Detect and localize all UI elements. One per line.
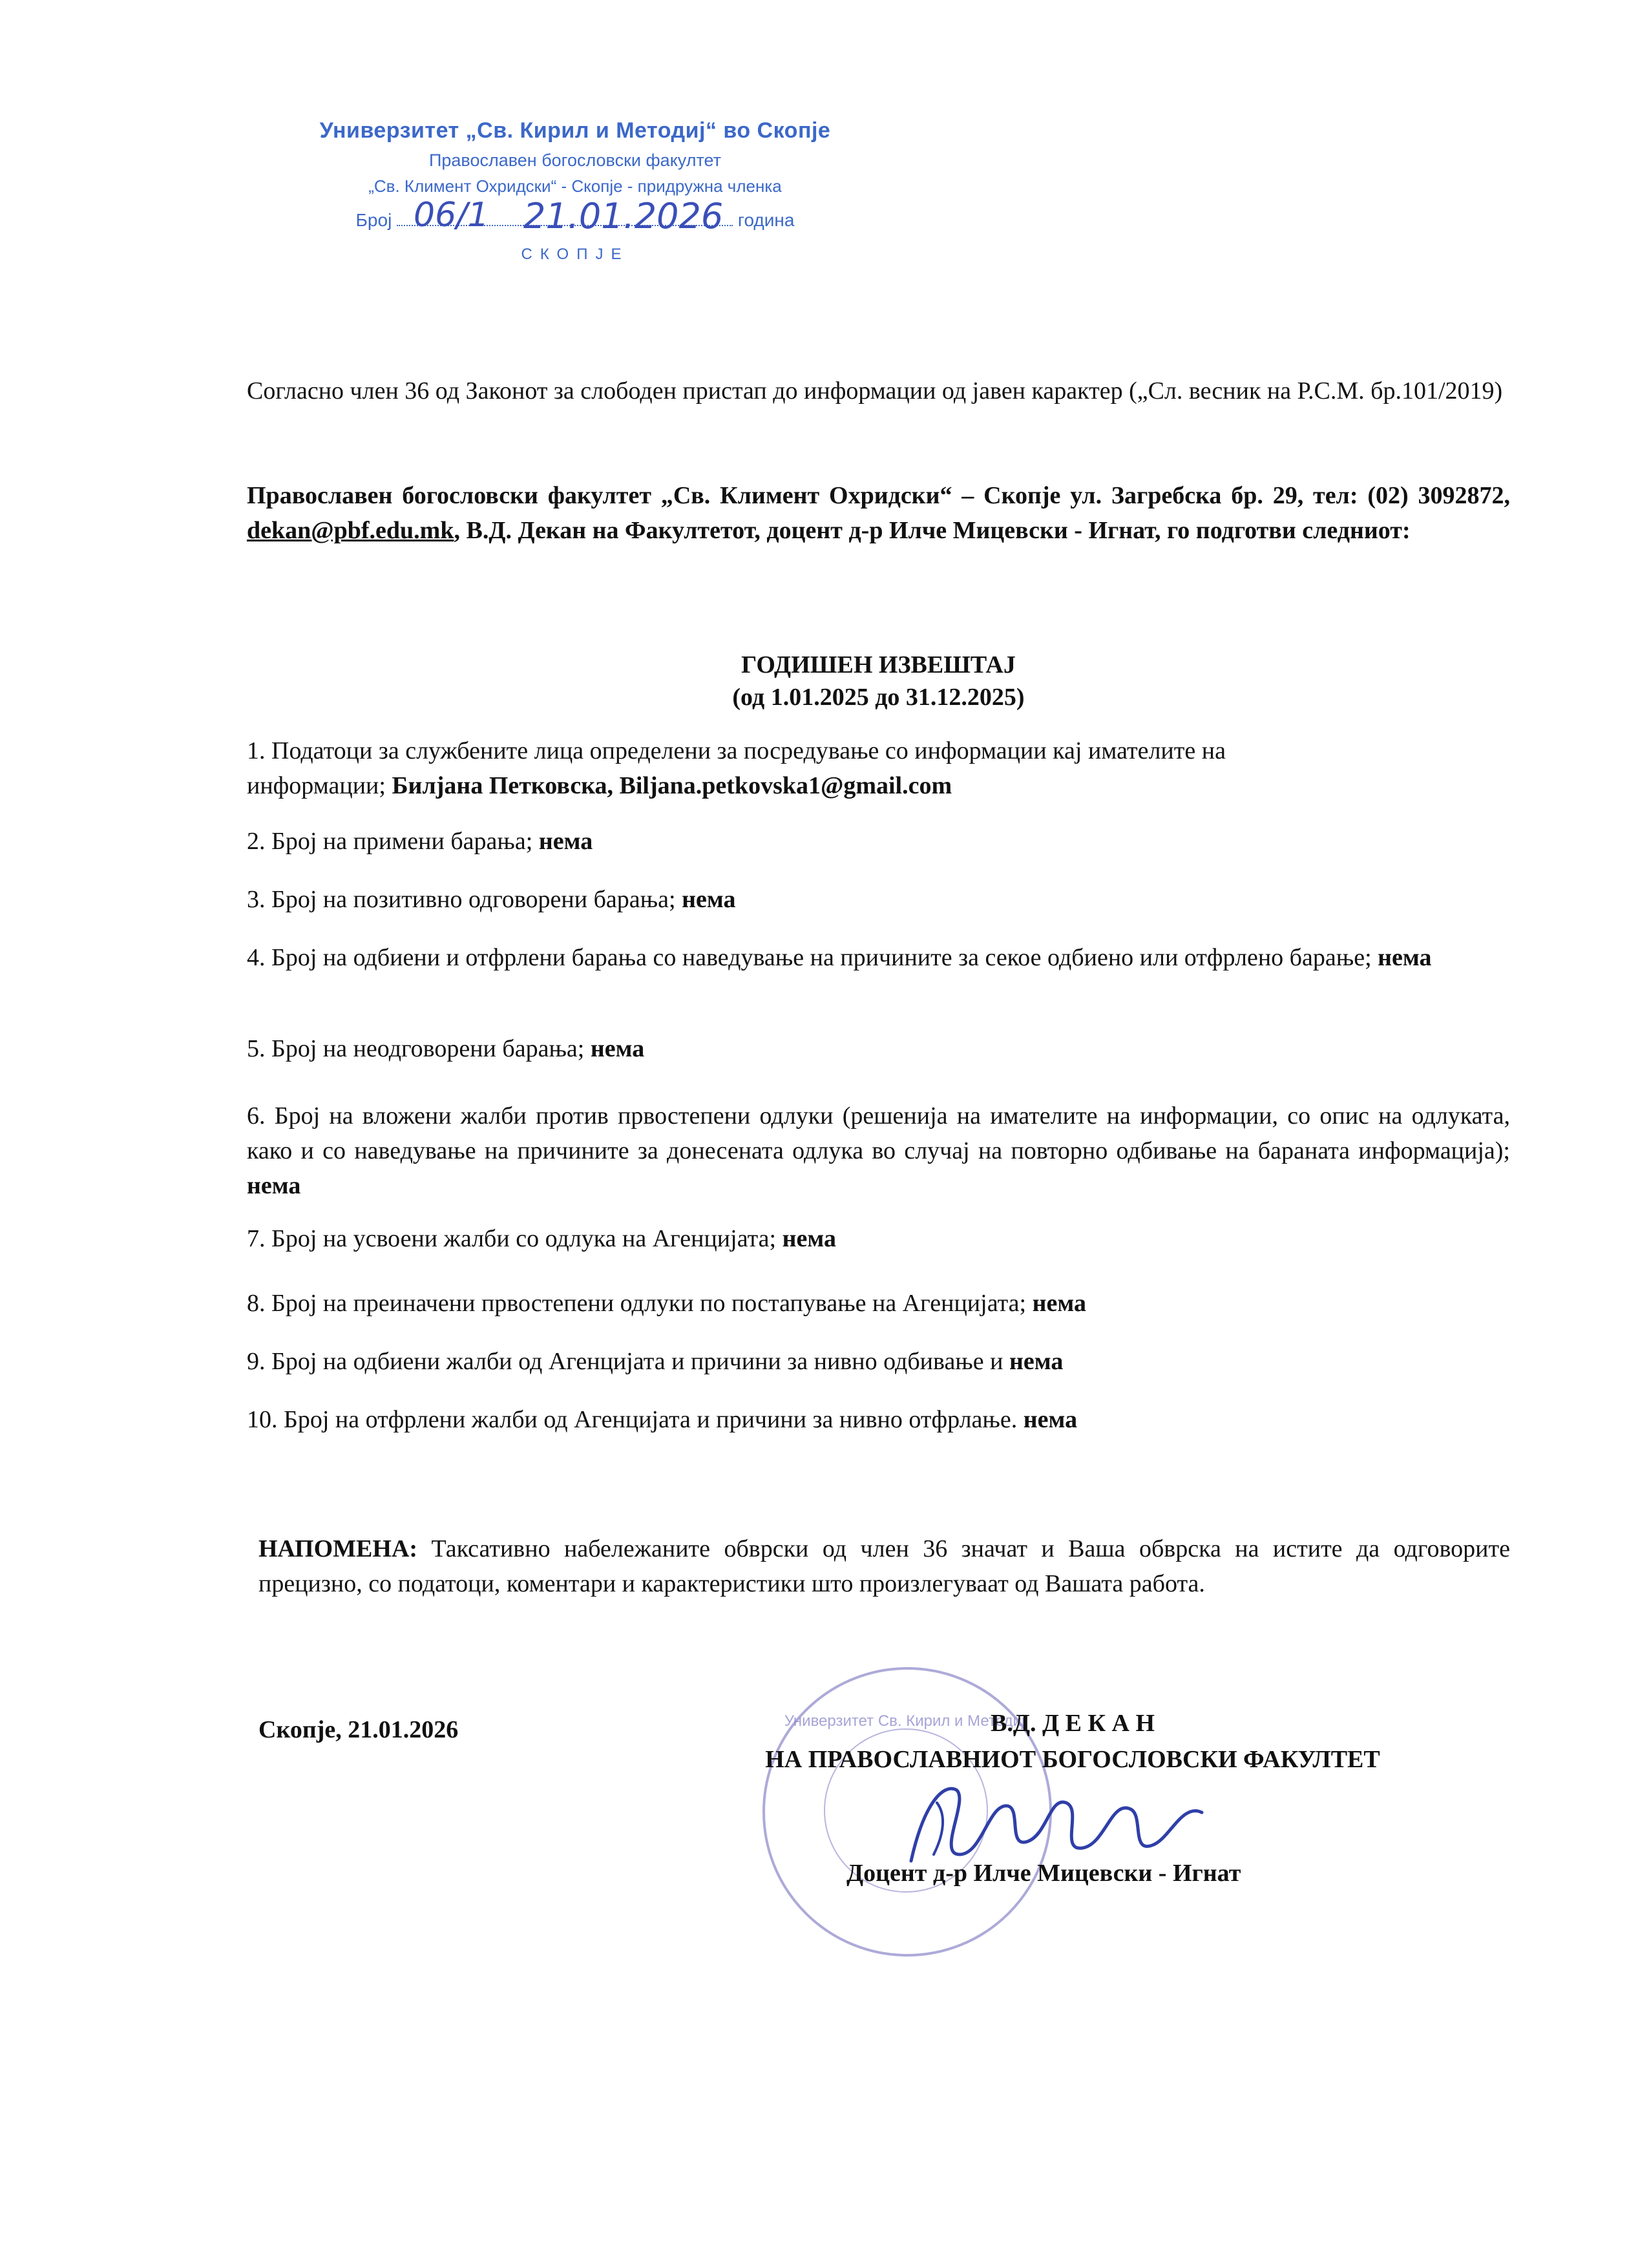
item-text: 7. Број на усвоени жалби со одлука на Агенцијата; (247, 1225, 782, 1252)
item-answer: нема (682, 886, 736, 913)
report-item-3 (247, 882, 1510, 917)
item-answer: нема (247, 1172, 301, 1199)
report-item-4 (247, 940, 1510, 975)
item-text: 8. Број на преиначени првостепени одлуки по постапување на Агенцијата; (247, 1290, 1033, 1317)
stamp-faculty-name: „Св. Климент Охридски“ - Скопје - придружна членка (368, 176, 782, 196)
report-item-7 (247, 1221, 1510, 1256)
item-text: 5. Број на неодговорени барања; (247, 1035, 591, 1062)
stamp-city: СКОПЈЕ (521, 246, 629, 263)
item-text: 10. Број на отфрлени жалби од Агенцијата и причини за нивно отфрлање. (247, 1406, 1024, 1433)
item-answer: нема (782, 1225, 836, 1252)
item-text: 6. Број на вложени жалби против првостепени одлуки (решенија на имателите на информации, со опис на одлуката, како и со наведување на причините за донесената одлука во случај на повторно одбивање на бараната информација); (247, 1102, 1510, 1164)
item-answer: нема (1023, 1406, 1078, 1433)
stamp-university: Универзитет „Св. Кирил и Методиј“ во Скопје (319, 118, 831, 143)
item-text: 2. Број на примени барања; (247, 828, 539, 855)
institution-text-2: , В.Д. Декан на Факултетот, доцент д-р Илче Мицевски - Игнат, го подготви следниот: (454, 517, 1411, 544)
item-text: 4. Број на одбиени и отфрлени барања со наведување на причините за секое одбиено или отфрлено барање; (247, 944, 1378, 971)
signatory-title: В.Д. Д Е К А Н (990, 1710, 1155, 1737)
report-title: ГОДИШЕН ИЗВЕШТАЈ (741, 651, 1016, 678)
stamp-reg-date: 21.01.2026 (523, 196, 724, 236)
note-paragraph (258, 1531, 1510, 1601)
stamp-reg-suffix: година (737, 210, 795, 230)
report-period: (од 1.01.2025 до 31.12.2025) (732, 684, 1025, 711)
stamp-faculty: Православен богословски факултет (428, 151, 722, 170)
stamp-reg-label: Број (355, 210, 392, 230)
item-answer: нема (1378, 944, 1432, 971)
item-text: 1. Податоци за службените лица определени за посредување со информации кај имателите на информации; (247, 737, 1226, 799)
note-label: НАПОМЕНА: (258, 1535, 418, 1562)
intro-paragraph: Согласно член 36 од Законот за слободен пристап до информации од јавен карактер („Сл. весник на Р.С.М. бр.101/2019) (247, 377, 1503, 404)
signatory-institution: НА ПРАВОСЛАВНИОТ БОГОСЛОВСКИ ФАКУЛТЕТ (765, 1746, 1380, 1773)
signatory-name: Доцент д-р Илче Мицевски - Игнат (846, 1860, 1241, 1887)
report-item-8 (247, 1286, 1510, 1321)
report-item-6 (247, 1098, 1510, 1203)
report-item-1 (247, 733, 1345, 803)
institution-text-1: Православен богословски факултет „Св. Климент Охридски“ – Скопје ул. Загребска бр. 29, тел: (02) 3092872, (247, 482, 1510, 509)
note-text: Таксативно набележаните обврски од член 36 значат и Ваша обврска на истите да одговорите прецизно, со податоци, коментари и карактеристики што произлегуваат од Вашата работа. (258, 1535, 1510, 1597)
institution-paragraph (247, 478, 1510, 548)
registration-stamp (317, 107, 834, 275)
item-answer: нема (1009, 1348, 1064, 1375)
item-text: 3. Број на позитивно одговорени барања; (247, 886, 682, 913)
place-date: Скопје, 21.01.2026 (258, 1716, 459, 1743)
round-seal-text: Универзитет Св. Кирил и Методиј (784, 1712, 1025, 1730)
report-item-5 (247, 1031, 1510, 1066)
item-answer: нема (1032, 1290, 1086, 1317)
item-answer: Билјана Петковска, Biljana.petkovska1@gmail.com (392, 772, 952, 799)
item-answer: нема (538, 828, 593, 855)
report-item-2 (247, 824, 1510, 859)
item-text: 9. Број на одбиени жалби од Агенцијата и причини за нивно одбивање и (247, 1348, 1009, 1375)
institution-email-link[interactable]: dekan@pbf.edu.mk (247, 517, 454, 544)
report-item-9 (247, 1344, 1510, 1379)
item-answer: нема (590, 1035, 645, 1062)
report-item-10 (247, 1402, 1510, 1437)
stamp-reg-number: 06/1 (414, 196, 489, 235)
